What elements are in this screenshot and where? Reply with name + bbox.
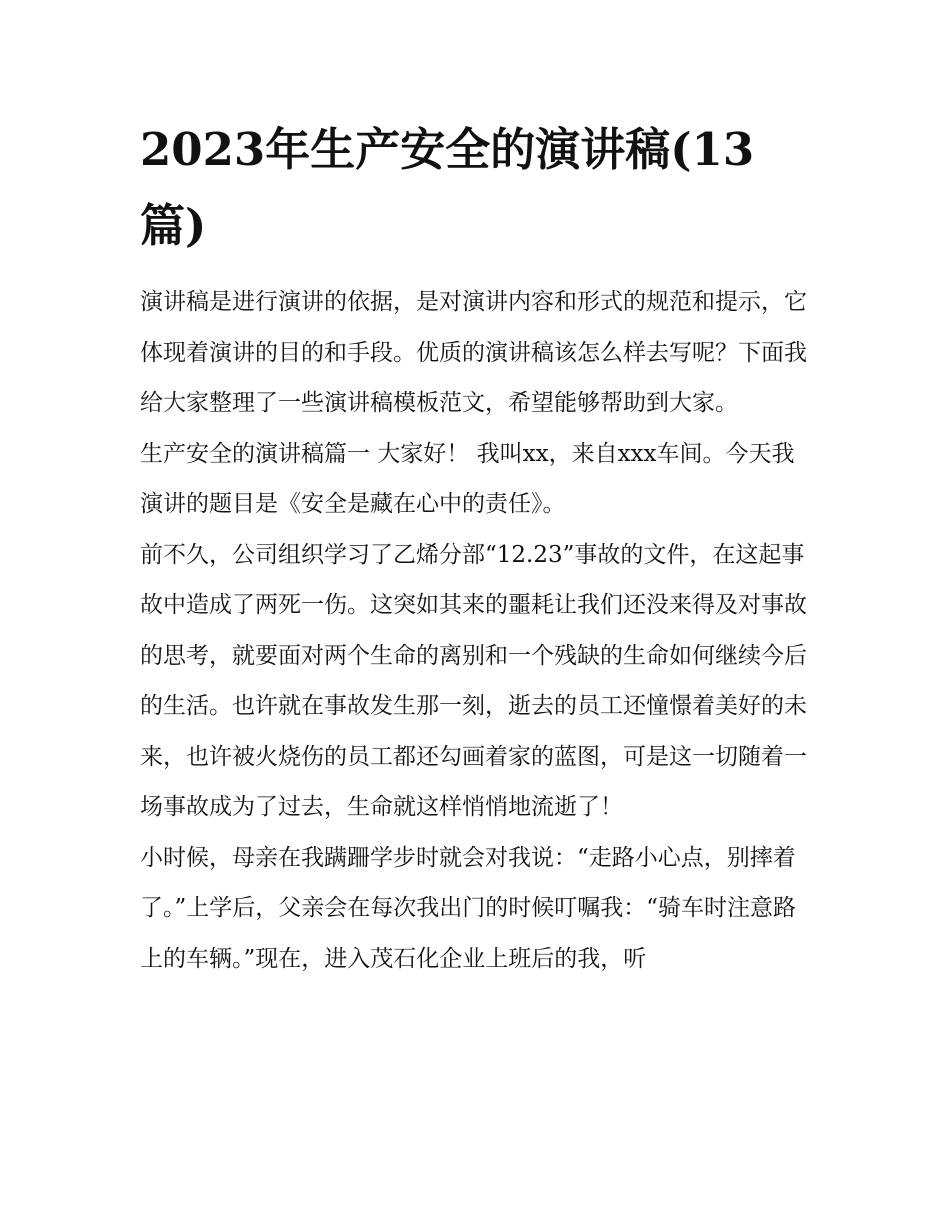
accident-paragraph: 前不久，公司组织学习了乙烯分部“12.23”事故的文件，在这起事故中造成了两死一伤。这突如其来的噩耗让我们还没来得及对事故的思考，就要面对两个生命的离别和一个残缺的生命如何继续今后的生活。也许就在事故发生那一刻，逝去的员工还憧憬着美好的未来，也许被火烧伤的员工都还勾画着家的蓝图，可是这一切随着一场事故成为了过去，生命就这样悄悄地流逝了！ xyxy=(140,541,807,820)
document-page xyxy=(140,112,812,984)
childhood-paragraph: 小时候，母亲在我蹒跚学步时就会对我说：“走路小心点，别摔着了。”上学后，父亲会在每次我出门的时候叮嘱我：“骑车时注意路上的车辆。”现在，进入茂石化企业上班后的我，听 xyxy=(140,844,797,972)
intro-paragraph: 演讲稿是进行演讲的依据，是对演讲内容和形式的规范和提示，它体现着演讲的目的和手段。优质的演讲稿该怎么样去写呢？下面我给大家整理了一些演讲稿模板范文，希望能够帮助到大家。 xyxy=(140,289,807,416)
document-title-line-1: 2023年生产安全的演讲稿(13 xyxy=(140,123,755,176)
speech-greeting-paragraph: 生产安全的演讲稿篇一 大家好！ 我叫xx，来自xxx车间。今天我演讲的题目是《安全是藏在心中的责任》。 xyxy=(140,440,795,517)
document-title xyxy=(140,112,812,264)
document-title-line-2: 篇) xyxy=(140,199,207,252)
